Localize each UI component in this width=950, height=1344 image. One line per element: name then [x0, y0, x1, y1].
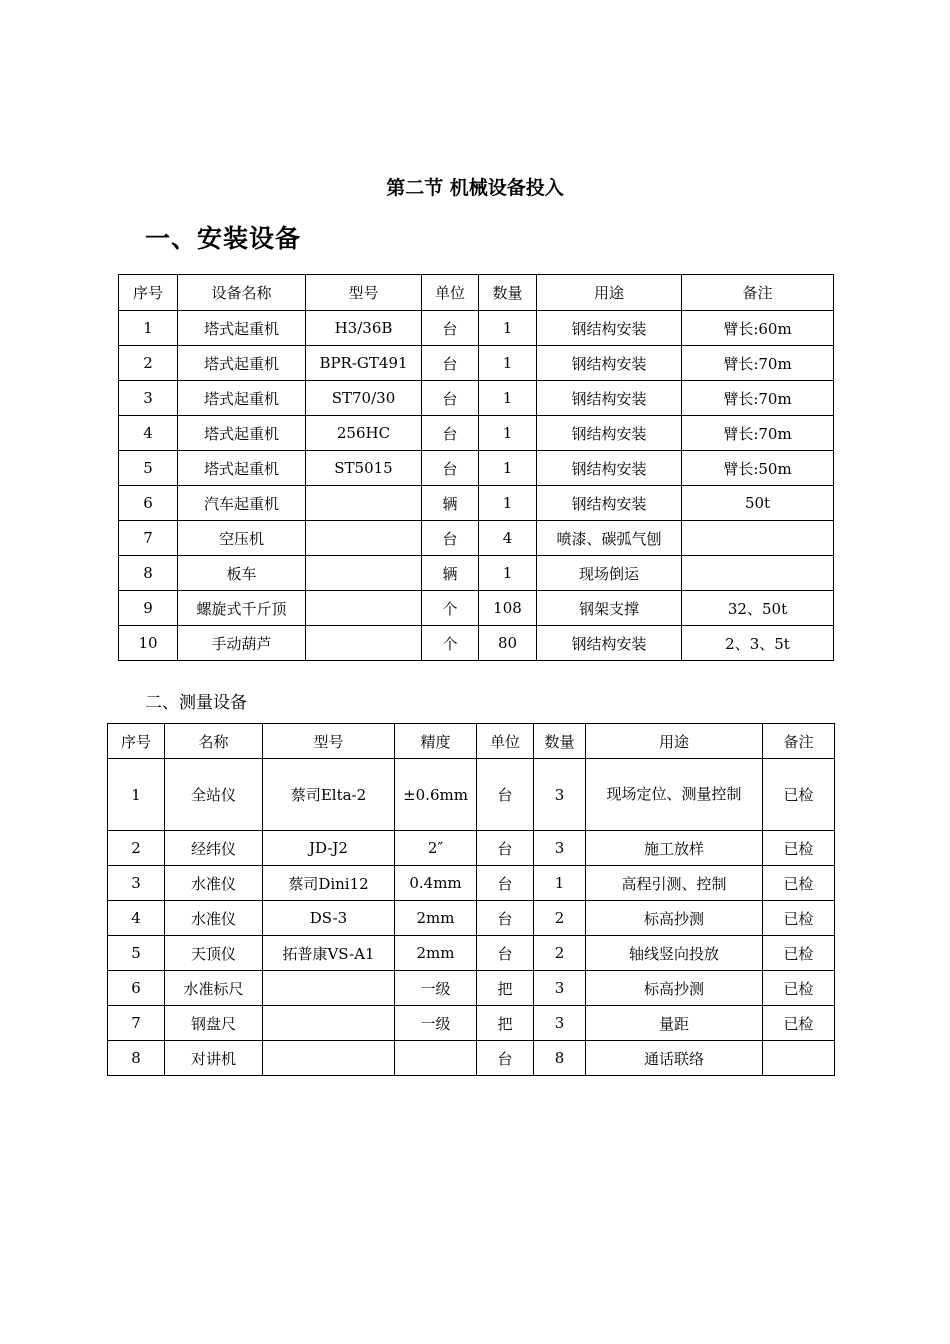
column-header: 序号 — [119, 275, 178, 311]
table-cell: 钢结构安装 — [537, 416, 682, 451]
column-header: 序号 — [108, 724, 165, 759]
table-cell: 1 — [479, 556, 537, 591]
table-cell: 2mm — [395, 901, 477, 936]
table-row — [119, 381, 834, 416]
table-cell: 蔡司Dini12 — [263, 866, 395, 901]
table-cell: 3 — [119, 381, 178, 416]
table-cell: 2 — [534, 901, 586, 936]
table-cell: 0.4mm — [395, 866, 477, 901]
table-cell: 台 — [422, 311, 479, 346]
table-row — [108, 1006, 835, 1041]
table-cell: 拓普康VS-A1 — [263, 936, 395, 971]
table-cell: 钢结构安装 — [537, 486, 682, 521]
table-cell: 现场倒运 — [537, 556, 682, 591]
table-cell: 板车 — [178, 556, 306, 591]
table-cell: 把 — [477, 1006, 534, 1041]
table-cell: 已检 — [763, 971, 835, 1006]
table-cell: 辆 — [422, 486, 479, 521]
table-cell: 臂长:60m — [682, 311, 834, 346]
table-row — [108, 1041, 835, 1076]
table-cell: 1 — [534, 866, 586, 901]
table-cell: 已检 — [763, 1006, 835, 1041]
table-cell: 10 — [119, 626, 178, 661]
table-cell: 现场定位、测量控制 — [586, 759, 763, 831]
table-cell: 臂长:70m — [682, 346, 834, 381]
table-cell: 3 — [534, 831, 586, 866]
table-cell: 已检 — [763, 866, 835, 901]
table-row — [119, 451, 834, 486]
table-cell: 2 — [119, 346, 178, 381]
table-cell: 1 — [479, 346, 537, 381]
table-cell — [682, 556, 834, 591]
table-cell — [263, 1041, 395, 1076]
column-header: 名称 — [165, 724, 263, 759]
table-cell: 5 — [108, 936, 165, 971]
table-cell: 通话联络 — [586, 1041, 763, 1076]
table-cell: 塔式起重机 — [178, 346, 306, 381]
table-cell: 高程引测、控制 — [586, 866, 763, 901]
table-cell: 台 — [422, 416, 479, 451]
table-cell: 已检 — [763, 936, 835, 971]
table-cell: 喷漆、碳弧气刨 — [537, 521, 682, 556]
table-cell: 1 — [119, 311, 178, 346]
table-cell: 4 — [119, 416, 178, 451]
table-cell: 个 — [422, 591, 479, 626]
table-row — [108, 831, 835, 866]
table-cell: 臂长:70m — [682, 381, 834, 416]
table-cell: 塔式起重机 — [178, 451, 306, 486]
table-cell: 2 — [108, 831, 165, 866]
heading-survey-equipment: 二、测量设备 — [145, 693, 247, 713]
table-cell: 台 — [422, 521, 479, 556]
table-cell: 256HC — [306, 416, 422, 451]
table-cell: DS-3 — [263, 901, 395, 936]
table-cell: 3 — [534, 1006, 586, 1041]
table-cell: 台 — [422, 451, 479, 486]
table-row — [119, 486, 834, 521]
table-cell: 1 — [479, 381, 537, 416]
table-cell: 台 — [477, 759, 534, 831]
table-cell: 4 — [479, 521, 537, 556]
table-cell: 水准仪 — [165, 866, 263, 901]
table-cell: 水准仪 — [165, 901, 263, 936]
table-cell: 汽车起重机 — [178, 486, 306, 521]
table-cell: 108 — [479, 591, 537, 626]
table-cell: 塔式起重机 — [178, 416, 306, 451]
column-header: 型号 — [306, 275, 422, 311]
table-row — [119, 311, 834, 346]
table-cell: 钢结构安装 — [537, 626, 682, 661]
table-cell — [263, 1006, 395, 1041]
table-cell: 已检 — [763, 831, 835, 866]
table-cell: 一级 — [395, 1006, 477, 1041]
table-cell: 辆 — [422, 556, 479, 591]
table-cell: 臂长:70m — [682, 416, 834, 451]
table-cell — [306, 591, 422, 626]
table-cell: 水准标尺 — [165, 971, 263, 1006]
table-cell: 手动葫芦 — [178, 626, 306, 661]
table-header-row — [119, 275, 834, 311]
table-cell: 50t — [682, 486, 834, 521]
table-cell: 台 — [422, 346, 479, 381]
table-cell: 1 — [479, 416, 537, 451]
table-cell: 钢结构安装 — [537, 346, 682, 381]
table-cell: 台 — [422, 381, 479, 416]
column-header: 设备名称 — [178, 275, 306, 311]
table-cell: 3 — [534, 759, 586, 831]
table-row — [119, 591, 834, 626]
table-cell: 钢架支撑 — [537, 591, 682, 626]
table-cell: 空压机 — [178, 521, 306, 556]
table-cell: ST5015 — [306, 451, 422, 486]
table-cell: 台 — [477, 1041, 534, 1076]
column-header: 用途 — [537, 275, 682, 311]
table-cell: 标高抄测 — [586, 901, 763, 936]
table-cell: 3 — [534, 971, 586, 1006]
table-cell: 经纬仪 — [165, 831, 263, 866]
table-row — [119, 556, 834, 591]
table-cell: ST70/30 — [306, 381, 422, 416]
installation-equipment-table — [118, 274, 834, 661]
table-cell: 8 — [534, 1041, 586, 1076]
table-cell: 对讲机 — [165, 1041, 263, 1076]
table-cell: 7 — [119, 521, 178, 556]
table-cell: 已检 — [763, 759, 835, 831]
table-cell: BPR-GT491 — [306, 346, 422, 381]
table-cell: 个 — [422, 626, 479, 661]
table-cell: 9 — [119, 591, 178, 626]
table-row — [119, 346, 834, 381]
table-cell: 2、3、5t — [682, 626, 834, 661]
column-header: 数量 — [534, 724, 586, 759]
table-cell: 1 — [479, 486, 537, 521]
table-cell: 标高抄测 — [586, 971, 763, 1006]
table-cell: 台 — [477, 831, 534, 866]
table-cell: 80 — [479, 626, 537, 661]
table-cell: 天顶仪 — [165, 936, 263, 971]
table-cell: 塔式起重机 — [178, 381, 306, 416]
table-cell: 蔡司Elta-2 — [263, 759, 395, 831]
table-cell: 7 — [108, 1006, 165, 1041]
table-cell: 钢结构安装 — [537, 451, 682, 486]
table-cell: 台 — [477, 936, 534, 971]
table-cell: 台 — [477, 866, 534, 901]
table-cell: 把 — [477, 971, 534, 1006]
table-cell: 钢结构安装 — [537, 381, 682, 416]
table-cell: 一级 — [395, 971, 477, 1006]
column-header: 单位 — [477, 724, 534, 759]
table-cell — [395, 1041, 477, 1076]
table-cell: 2 — [534, 936, 586, 971]
table-cell: 32、50t — [682, 591, 834, 626]
table-row — [119, 416, 834, 451]
table-cell: 全站仪 — [165, 759, 263, 831]
table-cell: JD-J2 — [263, 831, 395, 866]
table-cell: 1 — [479, 311, 537, 346]
table-cell — [763, 1041, 835, 1076]
table-cell: 1 — [108, 759, 165, 831]
table-cell: 3 — [108, 866, 165, 901]
table-cell: 钢盘尺 — [165, 1006, 263, 1041]
table-row — [108, 971, 835, 1006]
table-cell: H3/36B — [306, 311, 422, 346]
table-cell — [306, 556, 422, 591]
table-cell: 量距 — [586, 1006, 763, 1041]
survey-equipment-table — [107, 723, 835, 1076]
table-row — [119, 626, 834, 661]
table-cell: 台 — [477, 901, 534, 936]
column-header: 备注 — [763, 724, 835, 759]
table-cell: 6 — [119, 486, 178, 521]
table-header-row — [108, 724, 835, 759]
column-header: 精度 — [395, 724, 477, 759]
table-row — [108, 866, 835, 901]
table-cell: 2mm — [395, 936, 477, 971]
table-cell: 6 — [108, 971, 165, 1006]
table-cell: 螺旋式千斤顶 — [178, 591, 306, 626]
table-cell: 钢结构安装 — [537, 311, 682, 346]
table-cell: 轴线竖向投放 — [586, 936, 763, 971]
table-cell — [306, 521, 422, 556]
table-cell — [306, 486, 422, 521]
table-cell: 已检 — [763, 901, 835, 936]
column-header: 备注 — [682, 275, 834, 311]
table-cell — [306, 626, 422, 661]
column-header: 数量 — [479, 275, 537, 311]
table-cell: 臂长:50m — [682, 451, 834, 486]
table-cell — [682, 521, 834, 556]
table-cell: ±0.6mm — [395, 759, 477, 831]
table-row — [108, 901, 835, 936]
table-cell — [263, 971, 395, 1006]
table-cell: 塔式起重机 — [178, 311, 306, 346]
table-row — [108, 936, 835, 971]
table-cell: 8 — [108, 1041, 165, 1076]
table-cell: 2″ — [395, 831, 477, 866]
table-cell: 5 — [119, 451, 178, 486]
table-cell: 施工放样 — [586, 831, 763, 866]
table-row — [119, 521, 834, 556]
table-row — [108, 759, 835, 831]
column-header: 单位 — [422, 275, 479, 311]
table-cell: 8 — [119, 556, 178, 591]
heading-installation-equipment: 一、安装设备 — [145, 224, 302, 253]
table-cell: 1 — [479, 451, 537, 486]
section-title: 第二节 机械设备投入 — [386, 177, 564, 199]
column-header: 用途 — [586, 724, 763, 759]
column-header: 型号 — [263, 724, 395, 759]
table-cell: 4 — [108, 901, 165, 936]
